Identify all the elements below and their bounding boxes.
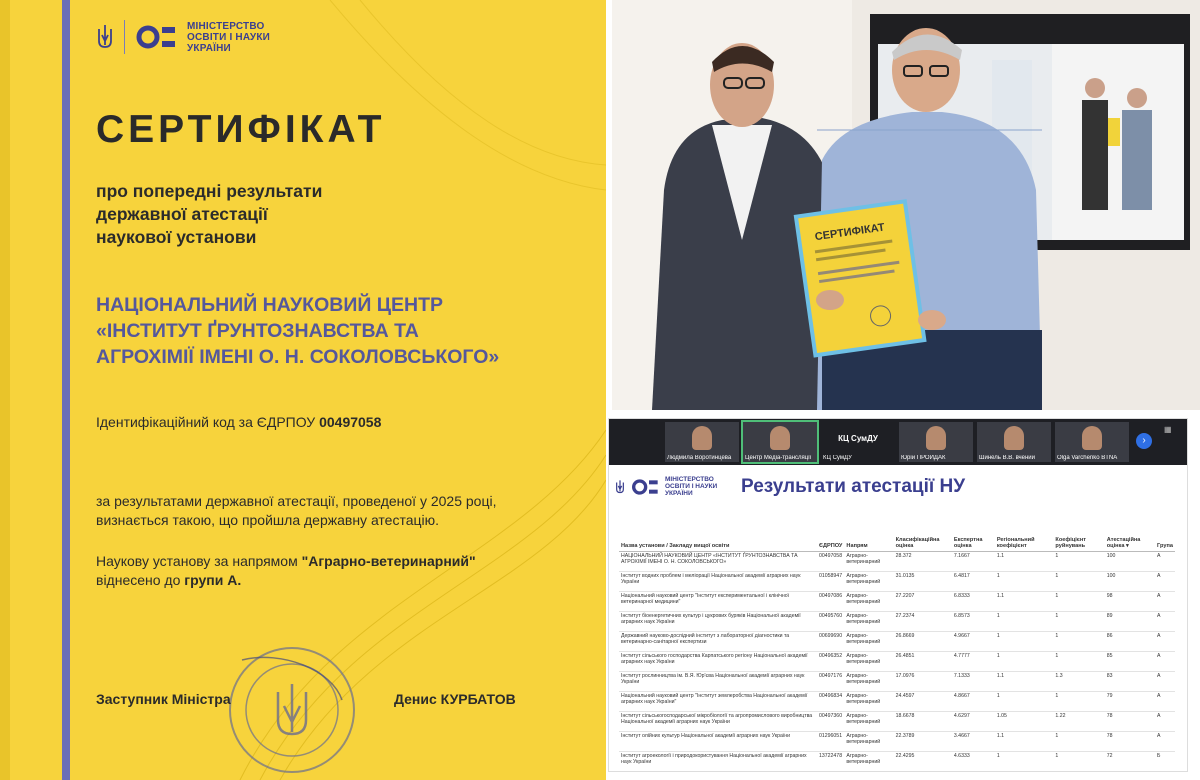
column-header: ЄДРПОУ: [817, 529, 844, 552]
grid-view-icon[interactable]: ▦: [1164, 425, 1172, 434]
participant-avatar: [770, 426, 790, 450]
participant-tile[interactable]: [821, 422, 895, 462]
participant-avatar: [926, 426, 946, 450]
table-cell: Аграрно-ветеринарний: [844, 672, 893, 692]
participant-tile[interactable]: [743, 422, 817, 462]
table-cell: Державний науково-дослідний інститут з лабораторної діагностики та ветеринарно-санітарної експертизи: [619, 632, 817, 652]
table-cell: 01296051: [817, 732, 844, 752]
participant-name: КЦ СумДУ: [823, 455, 852, 461]
logo-divider: [124, 20, 125, 54]
table-cell: 1.05: [995, 712, 1054, 732]
participant-avatar: [1082, 426, 1102, 450]
code-label: Ідентифікаційний код за ЄДРПОУ: [96, 414, 316, 430]
table-cell: А: [1155, 592, 1175, 612]
table-cell: 1: [995, 692, 1054, 712]
table-cell: 1: [995, 632, 1054, 652]
photo-illustration: [612, 0, 1200, 410]
table-cell: 86: [1105, 632, 1155, 652]
signer-role: Заступник Міністра: [96, 691, 231, 707]
ministry-logo: [96, 20, 287, 54]
slide-header: [609, 465, 1187, 513]
table-cell: 100: [1105, 572, 1155, 592]
result-line: визнається такою, що пройшла державну атестацію.: [96, 512, 440, 528]
table-cell: Інститут сільськогосподарської мікробіології та агропромислового виробництва Національної академії аграрних наук України: [619, 712, 817, 732]
table-cell: 00495760: [817, 612, 844, 632]
table-cell: 00496352: [817, 652, 844, 672]
slide-title: Результати атестації НУ: [741, 476, 966, 497]
institution-line: АГРОХІМІЇ ІМЕНІ О. Н. СОКОЛОВСЬКОГО»: [96, 346, 500, 368]
table-cell: 26.4851: [894, 652, 952, 672]
subtitle-line: державної атестації: [96, 204, 268, 224]
table-cell: 98: [1105, 592, 1155, 612]
table-cell: А: [1155, 552, 1175, 572]
direction-text: [96, 552, 586, 590]
ministry-name: МІНІСТЕРСТВО ОСВІТИ І НАУКИ УКРАЇНИ: [187, 20, 271, 54]
direction-prefix: Наукову установу за напрямом: [96, 553, 298, 569]
table-cell: 4.8667: [952, 692, 995, 712]
table-cell: Інститут олійних культур Національної академії аграрних наук України: [619, 732, 817, 752]
table-cell: 27.2207: [894, 592, 952, 612]
table-cell: 3.4667: [952, 732, 995, 752]
table-cell: 26.8669: [894, 632, 952, 652]
table-cell: Національний науковий центр "Інститут експериментальної і клінічної ветеринарної медицини": [619, 592, 817, 612]
edrpou-code: [96, 414, 381, 430]
table-row: [619, 732, 1175, 752]
table-cell: 89: [1105, 612, 1155, 632]
table-cell: Аграрно-ветеринарний: [844, 652, 893, 672]
table-cell: 00497058: [817, 552, 844, 572]
institution-line: «ІНСТИТУТ ҐРУНТОЗНАВСТВА ТА: [96, 320, 419, 342]
table-row: [619, 592, 1175, 612]
table-cell: 00497086: [817, 592, 844, 612]
table-cell: Аграрно-ветеринарний: [844, 612, 893, 632]
subtitle-line: про попередні результати: [96, 181, 323, 201]
table-cell: Інститут сільського господарства Карпатського регіону Національної академії аграрних наук України: [619, 652, 817, 672]
mon-logo-icon: [631, 478, 659, 496]
table-cell: 27.2374: [894, 612, 952, 632]
participant-name: Людмила Воротинцева: [667, 455, 732, 461]
participant-tile[interactable]: [977, 422, 1051, 462]
table-cell: 4.7777: [952, 652, 995, 672]
table-cell: 24.4597: [894, 692, 952, 712]
table-cell: Б: [1155, 752, 1175, 772]
participant-name: Юрій ПРОЙДАК: [901, 455, 946, 461]
table-cell: 78: [1105, 732, 1155, 752]
table-cell: 1: [1053, 752, 1104, 772]
column-header[interactable]: Атестаційна оцінка ▾: [1105, 529, 1155, 552]
trident-icon: [96, 23, 114, 51]
participants-bar: [609, 419, 1187, 465]
table-cell: А: [1155, 632, 1175, 652]
table-cell: Аграрно-ветеринарний: [844, 632, 893, 652]
table-cell: Аграрно-ветеринарний: [844, 692, 893, 712]
official-seal: [222, 640, 362, 780]
table-cell: 1: [995, 752, 1054, 772]
column-header: Коефіцієнт руйнувань: [1053, 529, 1104, 552]
table-cell: 13722478: [817, 752, 844, 772]
table-cell: Аграрно-ветеринарний: [844, 732, 893, 752]
column-header: Напрям: [844, 529, 893, 552]
table-cell: 1: [995, 652, 1054, 672]
table-cell: 1.1: [995, 732, 1054, 752]
table-cell: 4.6297: [952, 712, 995, 732]
table-cell: 7.1667: [952, 552, 995, 572]
trident-icon: [615, 479, 625, 495]
table-cell: 00497360: [817, 712, 844, 732]
mon-logo-icon: [135, 24, 177, 50]
column-header: Регіональний коефіцієнт: [995, 529, 1054, 552]
code-value: 00497058: [319, 414, 382, 430]
table-row: [619, 692, 1175, 712]
table-cell: 100: [1105, 552, 1155, 572]
participant-name: Центр Медіа-трансляції: [745, 455, 812, 461]
table-cell: 1.1: [995, 552, 1054, 572]
table-row: [619, 712, 1175, 732]
table-cell: 1: [1053, 632, 1104, 652]
table-cell: 01058947: [817, 572, 844, 592]
table-cell: А: [1155, 612, 1175, 632]
table-cell: 6.4817: [952, 572, 995, 592]
award-photo: [612, 0, 1200, 410]
table-cell: 85: [1105, 652, 1155, 672]
table-row: [619, 552, 1175, 572]
participant-name: Шинель В.В. вчений: [979, 455, 1035, 461]
video-conference-screen: [608, 418, 1188, 772]
table-cell: 1: [1053, 732, 1104, 752]
table-cell: Аграрно-ветеринарний: [844, 572, 893, 592]
table-cell: Інститут агроекології і природокористування Національної академії аграрних наук України: [619, 752, 817, 772]
held-certificate-title: СЕРТИФІКАТ: [814, 221, 886, 244]
signer-name: Денис КУРБАТОВ: [394, 691, 516, 707]
participant-tile[interactable]: [899, 422, 973, 462]
table-cell: 1: [1053, 612, 1104, 632]
table-cell: А: [1155, 732, 1175, 752]
table-cell: Національний науковий центр "Інститут землеробства Національної академії аграрних наук України": [619, 692, 817, 712]
results-table-body: [619, 552, 1175, 772]
table-cell: 4.9667: [952, 632, 995, 652]
table-cell: 18.6678: [894, 712, 952, 732]
table-cell: 17.0976: [894, 672, 952, 692]
institution-line: НАЦІОНАЛЬНИЙ НАУКОВИЙ ЦЕНТР: [96, 294, 444, 316]
blue-accent-line: [62, 0, 70, 780]
table-cell: 1: [1053, 652, 1104, 672]
results-table: [619, 529, 1175, 772]
result-line: за результатами державної атестації, проведеної у 2025 році,: [96, 493, 497, 509]
direction-value: "Аграрно-ветеринарний": [301, 553, 476, 569]
table-cell: 00497176: [817, 672, 844, 692]
institution-name: [96, 292, 576, 370]
group-prefix: віднесено до: [96, 572, 181, 588]
table-row: [619, 672, 1175, 692]
table-cell: 1.3: [1053, 672, 1104, 692]
table-cell: 31.0135: [894, 572, 952, 592]
slide-ministry-name: МІНІСТЕРСТВО ОСВІТИ І НАУКИ УКРАЇНИ: [665, 476, 718, 497]
table-cell: 72: [1105, 752, 1155, 772]
table-cell: А: [1155, 712, 1175, 732]
certificate-subtitle: [96, 180, 456, 249]
table-cell: 1.1: [995, 592, 1054, 612]
participant-avatar: [1004, 426, 1024, 450]
table-cell: Аграрно-ветеринарний: [844, 712, 893, 732]
table-cell: А: [1155, 672, 1175, 692]
attestation-result: [96, 492, 586, 530]
subtitle-line: наукової установи: [96, 227, 257, 247]
table-row: [619, 612, 1175, 632]
certificate-title: СЕРТИФІКАТ: [96, 108, 386, 151]
table-cell: 79: [1105, 692, 1155, 712]
table-row: [619, 752, 1175, 772]
table-cell: 1: [995, 612, 1054, 632]
table-cell: 1: [1053, 572, 1104, 592]
group-value: групи А.: [184, 572, 242, 588]
table-cell: 28.372: [894, 552, 952, 572]
table-cell: 7.1333: [952, 672, 995, 692]
table-row: [619, 572, 1175, 592]
column-header: Експертна оцінка: [952, 529, 995, 552]
participant-tile[interactable]: [665, 422, 739, 462]
table-cell: 22.4295: [894, 752, 952, 772]
table-cell: НАЦІОНАЛЬНИЙ НАУКОВИЙ ЦЕНТР «ІНСТИТУТ ҐРУНТОЗНАВСТВА ТА АГРОХІМІЇ ІМЕНІ О. Н. СОКОЛОВСЬКОГО»: [619, 552, 817, 572]
participant-name: Olga Varchenko BTNA: [1057, 455, 1118, 461]
table-cell: Аграрно-ветеринарний: [844, 592, 893, 612]
table-cell: 00699690: [817, 632, 844, 652]
column-header: Група: [1155, 529, 1175, 552]
next-participants-icon[interactable]: ›: [1136, 433, 1152, 449]
table-cell: 78: [1105, 712, 1155, 732]
table-cell: 6.8333: [952, 592, 995, 612]
table-cell: Інститут рослинництва ім. В.Я. Юр'єва Національної академії аграрних наук України: [619, 672, 817, 692]
table-cell: 1: [995, 572, 1054, 592]
participant-avatar: [692, 426, 712, 450]
table-cell: 83: [1105, 672, 1155, 692]
table-row: [619, 652, 1175, 672]
participant-label: КЦ СумДУ: [838, 434, 878, 443]
table-cell: 1.1: [995, 672, 1054, 692]
table-cell: А: [1155, 572, 1175, 592]
table-header-row: [619, 529, 1175, 552]
table-cell: 1: [1053, 692, 1104, 712]
table-cell: 22.3789: [894, 732, 952, 752]
table-row: [619, 632, 1175, 652]
table-cell: А: [1155, 692, 1175, 712]
table-cell: 1.22: [1053, 712, 1104, 732]
table-cell: 4.6333: [952, 752, 995, 772]
column-header: Класифікаційна оцінка: [894, 529, 952, 552]
column-header: Назва установи / Закладу вищої освіти: [619, 529, 817, 552]
table-cell: Аграрно-ветеринарний: [844, 552, 893, 572]
table-cell: 1: [1053, 592, 1104, 612]
table-cell: Аграрно-ветеринарний: [844, 752, 893, 772]
table-cell: 6.8573: [952, 612, 995, 632]
table-cell: 1: [1053, 552, 1104, 572]
table-cell: Інститут біоенергетичних культур і цукрових буряків Національної академії аграрних наук України: [619, 612, 817, 632]
slide-ministry-logo: [615, 476, 725, 497]
table-cell: 00496834: [817, 692, 844, 712]
participant-tile[interactable]: [1055, 422, 1129, 462]
table-cell: Інститут водних проблем і меліорації Національної академії аграрних наук України: [619, 572, 817, 592]
table-cell: А: [1155, 652, 1175, 672]
